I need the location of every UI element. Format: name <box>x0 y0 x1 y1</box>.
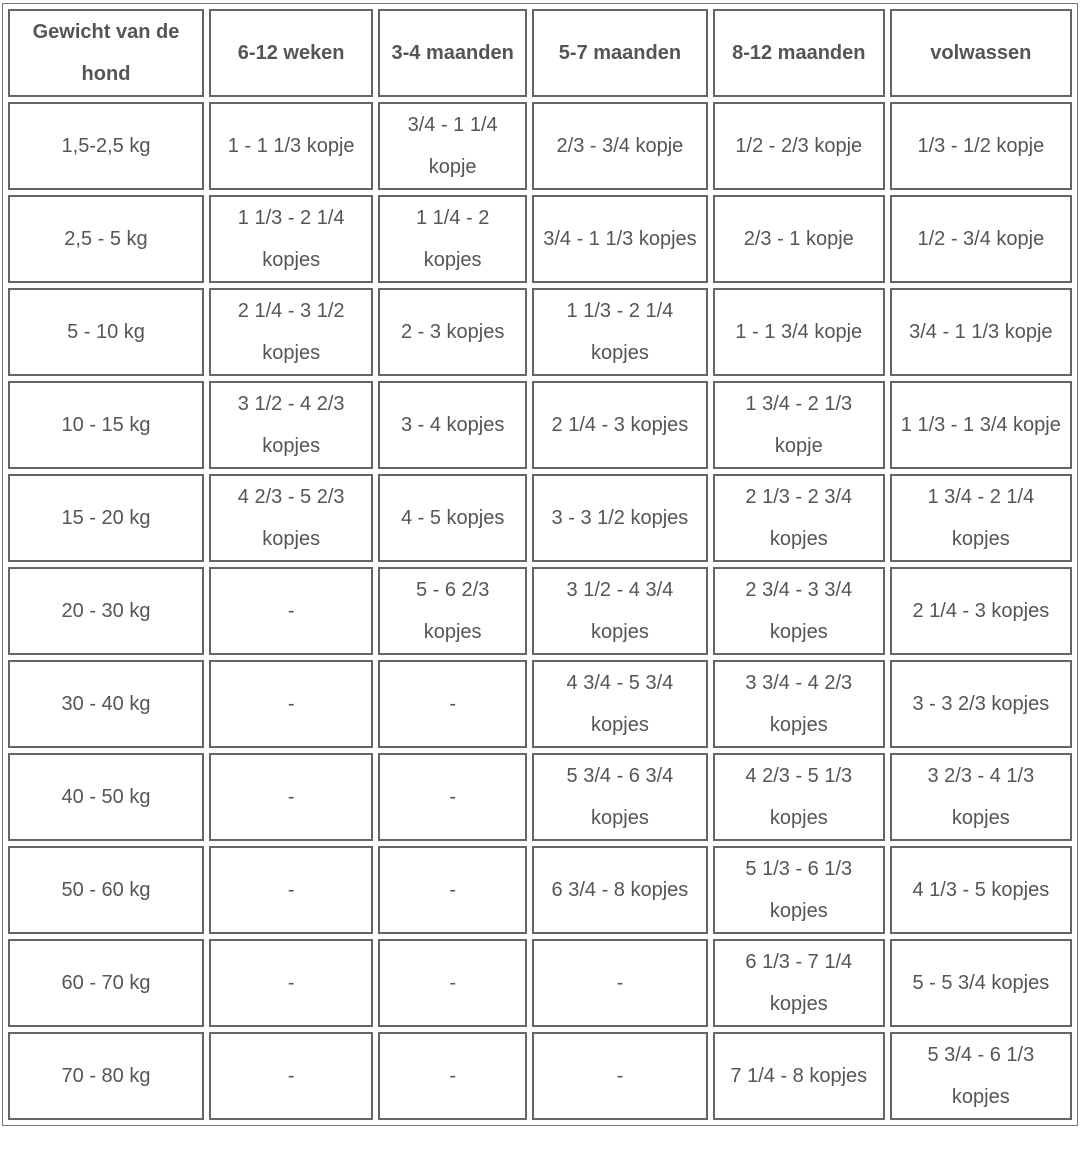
table-cell: 7 1/4 - 8 kopjes <box>713 1032 885 1120</box>
table-cell: 4 1/3 - 5 kopjes <box>890 846 1072 934</box>
table-cell: 4 - 5 kopjes <box>378 474 527 562</box>
header-5-7-months: 5-7 maanden <box>532 9 708 97</box>
table-cell: 5 - 6 2/3 kopjes <box>378 567 527 655</box>
weight-cell: 2,5 - 5 kg <box>8 195 204 283</box>
weight-cell: 20 - 30 kg <box>8 567 204 655</box>
table-row <box>8 102 1072 190</box>
table-cell: 2 3/4 - 3 3/4 kopjes <box>713 567 885 655</box>
table-row <box>8 195 1072 283</box>
table-row <box>8 1032 1072 1120</box>
table-row <box>8 288 1072 376</box>
table-cell: 1 - 1 1/3 kopje <box>209 102 373 190</box>
table-cell: - <box>209 846 373 934</box>
table-row <box>8 939 1072 1027</box>
table-cell: 1 3/4 - 2 1/4 kopjes <box>890 474 1072 562</box>
table-row <box>8 846 1072 934</box>
table-cell: 6 1/3 - 7 1/4 kopjes <box>713 939 885 1027</box>
table-cell: 1 1/3 - 2 1/4 kopjes <box>532 288 708 376</box>
table-cell: - <box>378 753 527 841</box>
weight-cell: 5 - 10 kg <box>8 288 204 376</box>
weight-cell: 10 - 15 kg <box>8 381 204 469</box>
feeding-table <box>2 3 1078 1126</box>
table-cell: 1 1/4 - 2 kopjes <box>378 195 527 283</box>
header-adult: volwassen <box>890 9 1072 97</box>
weight-cell: 1,5-2,5 kg <box>8 102 204 190</box>
table-cell: - <box>378 939 527 1027</box>
table-cell: 3/4 - 1 1/4 kopje <box>378 102 527 190</box>
table-cell: 2 1/4 - 3 1/2 kopjes <box>209 288 373 376</box>
header-3-4-months: 3-4 maanden <box>378 9 527 97</box>
table-cell: 2/3 - 3/4 kopje <box>532 102 708 190</box>
table-cell: 5 - 5 3/4 kopjes <box>890 939 1072 1027</box>
table-cell: - <box>378 660 527 748</box>
table-cell: 1 - 1 3/4 kopje <box>713 288 885 376</box>
table-row <box>8 567 1072 655</box>
table-cell: - <box>209 753 373 841</box>
table-row <box>8 660 1072 748</box>
table-cell: 2 1/4 - 3 kopjes <box>890 567 1072 655</box>
table-row <box>8 381 1072 469</box>
table-cell: 6 3/4 - 8 kopjes <box>532 846 708 934</box>
table-cell: - <box>209 939 373 1027</box>
table-cell: - <box>378 846 527 934</box>
table-cell: 4 2/3 - 5 2/3 kopjes <box>209 474 373 562</box>
header-8-12-months: 8-12 maanden <box>713 9 885 97</box>
table-cell: 4 2/3 - 5 1/3 kopjes <box>713 753 885 841</box>
weight-cell: 40 - 50 kg <box>8 753 204 841</box>
table-cell: 1 1/3 - 2 1/4 kopjes <box>209 195 373 283</box>
table-cell: 1/3 - 1/2 kopje <box>890 102 1072 190</box>
weight-cell: 60 - 70 kg <box>8 939 204 1027</box>
table-cell: 3/4 - 1 1/3 kopjes <box>532 195 708 283</box>
table-cell: 3 2/3 - 4 1/3 kopjes <box>890 753 1072 841</box>
table-cell: 3 - 3 2/3 kopjes <box>890 660 1072 748</box>
header-row <box>8 9 1072 97</box>
table-cell: 5 1/3 - 6 1/3 kopjes <box>713 846 885 934</box>
table-cell: 2 1/3 - 2 3/4 kopjes <box>713 474 885 562</box>
table-cell: 3 1/2 - 4 3/4 kopjes <box>532 567 708 655</box>
table-cell: - <box>209 660 373 748</box>
table-cell: 5 3/4 - 6 3/4 kopjes <box>532 753 708 841</box>
table-cell: 2 1/4 - 3 kopjes <box>532 381 708 469</box>
header-weight: Gewicht van de hond <box>8 9 204 97</box>
table-cell: 2/3 - 1 kopje <box>713 195 885 283</box>
table-cell: 1 1/3 - 1 3/4 kopje <box>890 381 1072 469</box>
header-6-12-weeks: 6-12 weken <box>209 9 373 97</box>
weight-cell: 15 - 20 kg <box>8 474 204 562</box>
table-cell: 3 3/4 - 4 2/3 kopjes <box>713 660 885 748</box>
weight-cell: 70 - 80 kg <box>8 1032 204 1120</box>
table-cell: 1/2 - 3/4 kopje <box>890 195 1072 283</box>
table-cell: 3 - 4 kopjes <box>378 381 527 469</box>
table-cell: 3 1/2 - 4 2/3 kopjes <box>209 381 373 469</box>
table-cell: - <box>378 1032 527 1120</box>
table-cell: 4 3/4 - 5 3/4 kopjes <box>532 660 708 748</box>
weight-cell: 50 - 60 kg <box>8 846 204 934</box>
table-cell: - <box>532 1032 708 1120</box>
table-cell: 5 3/4 - 6 1/3 kopjes <box>890 1032 1072 1120</box>
table-cell: - <box>209 567 373 655</box>
table-cell: 3 - 3 1/2 kopjes <box>532 474 708 562</box>
weight-cell: 30 - 40 kg <box>8 660 204 748</box>
table-cell: - <box>532 939 708 1027</box>
table-cell: 2 - 3 kopjes <box>378 288 527 376</box>
table-row <box>8 753 1072 841</box>
table-row <box>8 474 1072 562</box>
table-cell: 1/2 - 2/3 kopje <box>713 102 885 190</box>
table-cell: 3/4 - 1 1/3 kopje <box>890 288 1072 376</box>
table-cell: - <box>209 1032 373 1120</box>
table-cell: 1 3/4 - 2 1/3 kopje <box>713 381 885 469</box>
